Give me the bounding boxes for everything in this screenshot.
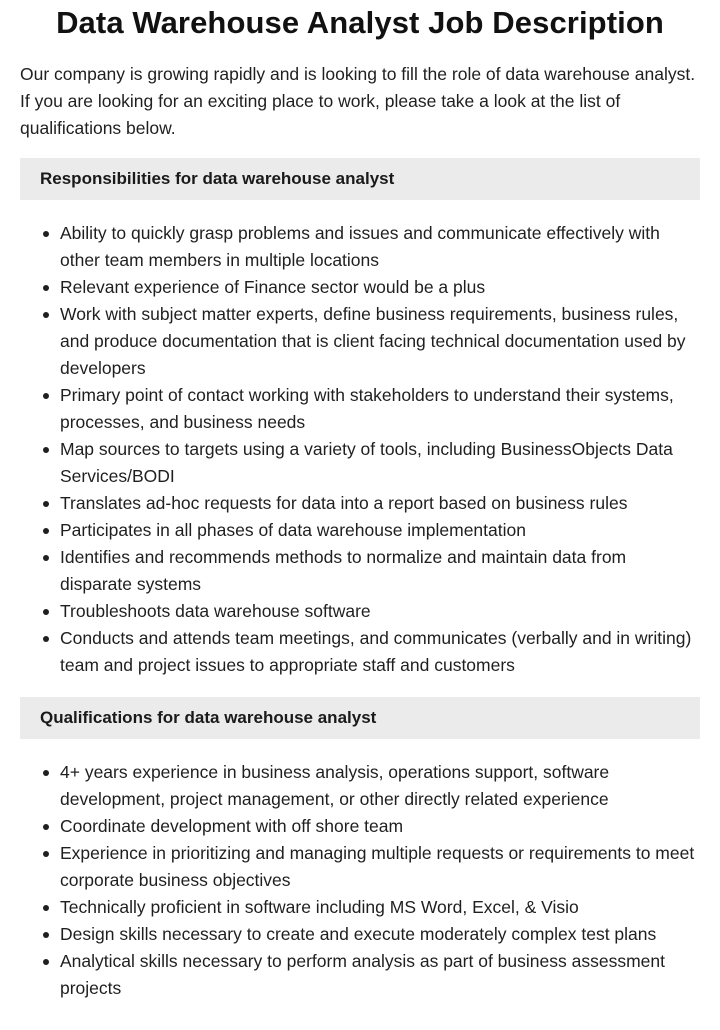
- list-item: Experience in prioritizing and managing multiple requests or requirements to meet corporate business objectives: [60, 840, 700, 894]
- qualifications-heading: Qualifications for data warehouse analyst: [20, 697, 700, 739]
- list-item: Conducts and attends team meetings, and communicates (verbally and in writing) team and project issues to appropriate staff and customers: [60, 625, 700, 679]
- responsibilities-heading: Responsibilities for data warehouse analyst: [20, 158, 700, 200]
- responsibilities-list: [20, 220, 700, 679]
- intro-paragraph: Our company is growing rapidly and is looking to fill the role of data warehouse analyst. If you are looking for an exciting place to work, please take a look at the list of qualifications below.: [20, 64, 696, 138]
- list-item: Design skills necessary to create and execute moderately complex test plans: [60, 921, 700, 948]
- list-item: Troubleshoots data warehouse software: [60, 598, 700, 625]
- list-item: Relevant experience of Finance sector would be a plus: [60, 274, 700, 301]
- list-item: Technically proficient in software including MS Word, Excel, & Visio: [60, 894, 700, 921]
- list-item: Translates ad-hoc requests for data into a report based on business rules: [60, 490, 700, 517]
- list-item: Coordinate development with off shore team: [60, 813, 700, 840]
- list-item: 4+ years experience in business analysis, operations support, software development, project management, or other directly related experience: [60, 759, 700, 813]
- list-item: Work with subject matter experts, define business requirements, business rules, and produce documentation that is client facing technical documentation used by developers: [60, 301, 700, 382]
- list-item: Primary point of contact working with stakeholders to understand their systems, processes, and business needs: [60, 382, 700, 436]
- list-item: Ability to quickly grasp problems and issues and communicate effectively with other team members in multiple locations: [60, 220, 700, 274]
- list-item: Map sources to targets using a variety of tools, including BusinessObjects Data Services/BODI: [60, 436, 700, 490]
- list-item: Analytical skills necessary to perform analysis as part of business assessment projects: [60, 948, 700, 1002]
- qualifications-list: [20, 759, 700, 1002]
- list-item: Identifies and recommends methods to normalize and maintain data from disparate systems: [60, 544, 700, 598]
- page-title: Data Warehouse Analyst Job Description: [56, 5, 664, 40]
- list-item: Participates in all phases of data warehouse implementation: [60, 517, 700, 544]
